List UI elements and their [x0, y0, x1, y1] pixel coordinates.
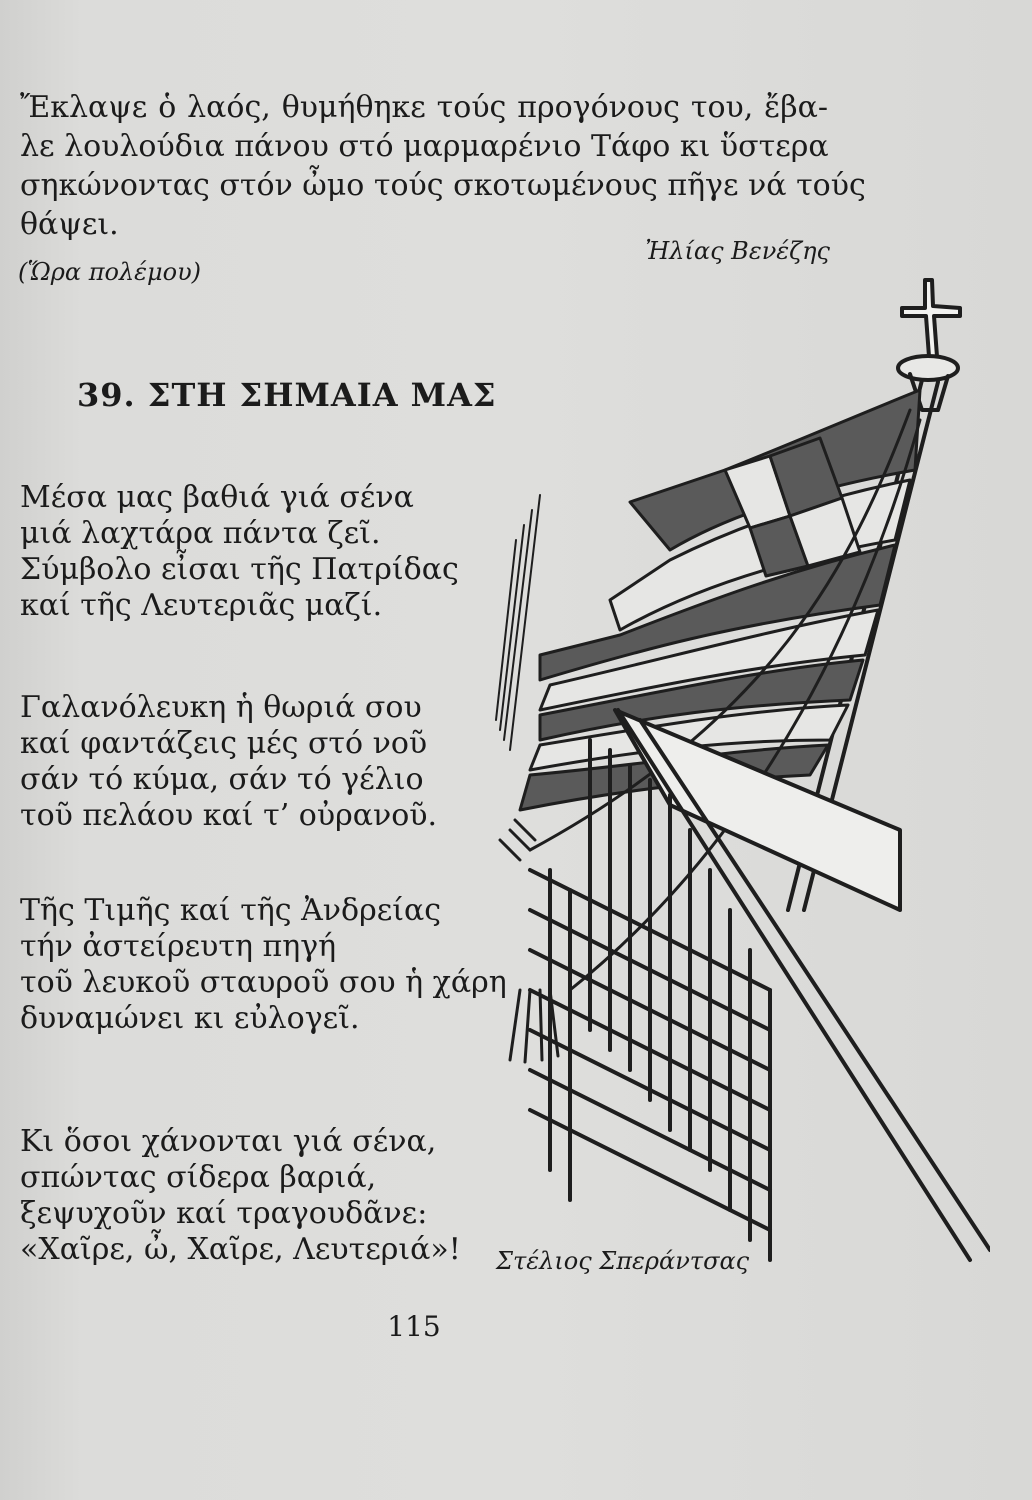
poem-stanza [20, 480, 490, 624]
poem-line: Μέσα μας βαθιά γιά σένα [20, 480, 414, 515]
prose-author: Ἠλίας Βενέζης [645, 237, 830, 265]
poem-line: ξεψυχοῦν καί τραγουδᾶνε: [20, 1196, 428, 1231]
poem-line: Τῆς Τιμῆς καί τῆς Ἀνδρείας [20, 893, 442, 928]
prose-line: λε λουλούδια πάνου στό μαρμαρένιο Τάφο κι ὕστερα [20, 129, 829, 164]
greek-flag-on-balcony-illustration [470, 270, 990, 1270]
poem-stanza [20, 893, 507, 1037]
poem-line: τοῦ λευκοῦ σταυροῦ σου ἡ χάρη [20, 965, 507, 1000]
poem-line: Γαλανόλευκη ἡ θωριά σου [20, 690, 422, 725]
poem-line: καί φαντάζεις μές στό νοῦ [20, 726, 428, 761]
page-number: 115 [387, 1310, 441, 1343]
poem-line: σπώντας σίδερα βαριά, [20, 1160, 377, 1195]
prose-line: σηκώνοντας στόν ὦμο τούς σκοτωμένους πῆγε νά τούς [20, 168, 866, 203]
prose-line: Ἔκλαψε ὁ λαός, θυμήθηκε τούς προγόνους του, ἔβα- [20, 90, 828, 125]
poem-author: Στέλιος Σπεράντσας [496, 1247, 750, 1275]
poem-line: μιά λαχτάρα πάντα ζεῖ. [20, 516, 381, 551]
poem-stanza [20, 1124, 490, 1268]
poem-line: τοῦ πελάου καί τ’ οὐρανοῦ. [20, 798, 438, 833]
poem-line: Σύμβολο εἶσαι τῆς Πατρίδας [20, 552, 459, 587]
poem-title: 39. ΣΤΗ ΣΗΜΑΙΑ ΜΑΣ [77, 376, 497, 414]
poem-line: σάν τό κύμα, σάν τό γέλιο [20, 762, 424, 797]
poem-line: δυναμώνει κι εὐλογεῖ. [20, 1001, 360, 1036]
poem-line: Κι ὅσοι χάνονται γιά σένα, [20, 1124, 437, 1159]
poem-line: καί τῆς Λευτεριᾶς μαζί. [20, 588, 383, 623]
poem-stanza [20, 690, 490, 834]
poem-line: «Χαῖρε, ὦ, Χαῖρε, Λευτεριά»! [20, 1232, 461, 1267]
cross-finial [898, 280, 960, 410]
prose-line: θάψει. [20, 207, 119, 242]
poem-line: τήν ἀστείρευτη πηγή [20, 929, 337, 964]
prose-paragraph [20, 88, 866, 244]
prose-source: (Ὥρα πολέμου) [18, 258, 202, 286]
